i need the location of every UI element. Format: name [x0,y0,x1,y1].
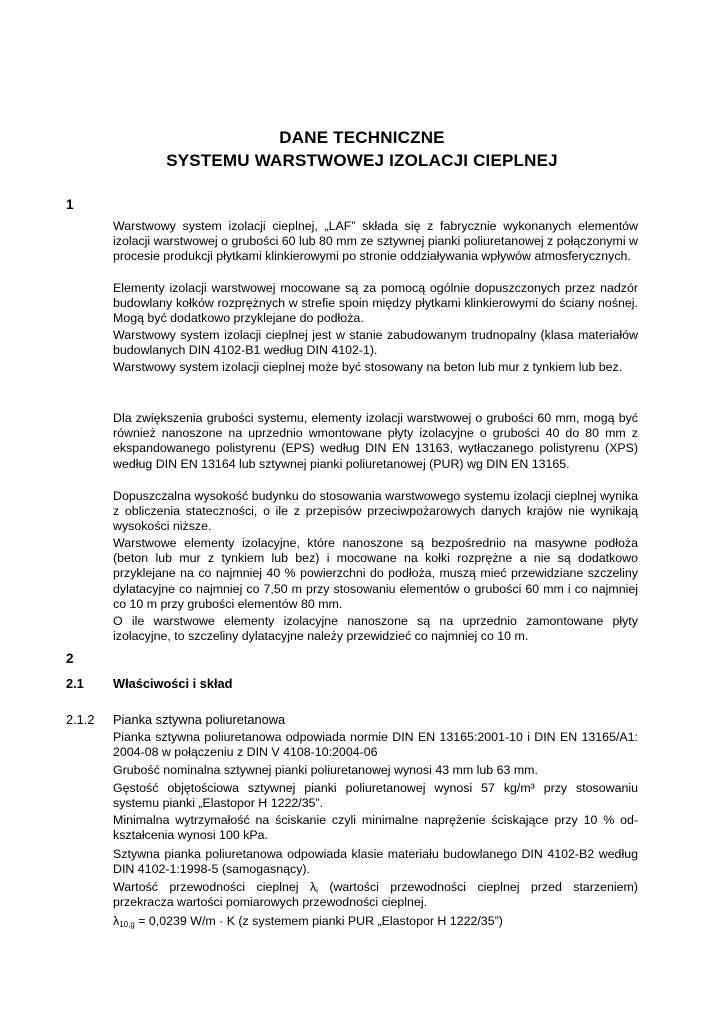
section-2-paragraph-4: Minimalna wytrzymałość na ściskanie czyli minimalne naprężenie ściskające przy 10 % od-kształcenia wynosi 100 kPa. [113,813,638,843]
section-1-number: 1 [66,197,74,212]
section-2-paragraph-1: Pianka sztywna poliuretanowa odpowiada normie DIN EN 13165:2001-10 i DIN EN 13165/A1: 2004-08 w połączeniu z DIN V 4108-10:2004-06 [113,730,638,760]
section-1-paragraph-7: Warstwowe elementy izolacyjne, które nanoszone są bezpośrednio na masywne podłoża (beton lub mur z tynkiem lub bez) i mocowane na kołki rozprężne a nie są dodatkowo przyklejane na co najmniej 40 % powierzchni do podłoża, muszą mieć przewidziane szczeliny dylatacyjne co najmniej co 7,50 m przy stosowaniu elementów o grubości 60 mm i co najmniej co 10 m przy grubości elementów 80 mm. [113,536,638,611]
section-2-1-2-title: Pianka sztywna poliuretanowa [113,712,286,727]
lambda-value: = 0,0239 W/m · K (z systemem pianki PUR „Elastopor H 1222/35”) [134,914,503,928]
section-1-paragraph-8: O ile warstwowe elementy izolacyjne nanoszone są na uprzednio zamontowane płyty izolacyjne, to szczeliny dylatacyjne należy przewidzieć co najmniej co 10 m. [113,614,638,644]
conductivity-subscript: i [316,886,318,895]
section-1-paragraph-6: Dopuszczalna wysokość budynku do stosowania warstwowego systemu izolacji cieplnej wynika z obliczenia stateczności, o ile z przepisów przeciwpożarowych danych krajów nie wynikają wysokości niższe. [113,489,638,534]
section-2-paragraph-3: Gęstość objętościowa sztywnej pianki poliuretanowej wynosi 57 kg/m³ przy stosowaniu systemu pianki „Elastopor H 1222/35”. [113,781,638,811]
lambda-symbol: λ [113,914,120,928]
section-2-1-title: Właściwości i skład [113,676,233,691]
section-2-paragraph-2: Grubość nominalna sztywnej pianki poliuretanowej wynosi 43 mm lub 63 mm. [113,763,538,777]
conductivity-continuation: przekracza wartości pomiarowych przewodności cieplnej. [113,895,428,910]
section-2-number: 2 [66,651,74,666]
section-1-paragraph-1: Warstwowy system izolacji cieplnej, „LAF” składa się z fabrycznie wykonanych elementów izolacji warstwowej o grubości 60 lub 80 mm ze sztywnej pianki poliuretanowej z połączonymi w procesie produkcji płytkami klinkierowymi po stronie oddziaływania wpływów atmosferycznych. [113,219,638,264]
section-2-paragraph-7 [113,914,638,929]
conductivity-prefix: Wartość przewodności cieplnej λ [113,880,317,894]
lambda-subscript: 10,g [119,920,135,929]
section-1-paragraph-2: Elementy izolacji warstwowej mocowane są za pomocą ogólnie dopuszczonych przez nadzór budowlany kołków rozprężnych w strefie spoin między płytkami klinkierowymi do ściany nośnej. Mogą być dodatkowo przyklejane do podłoża. [113,281,638,326]
document-title-line-1: DANE TECHNICZNE [279,128,445,147]
section-1-paragraph-5: Dla zwiększenia grubości systemu, elementy izolacji warstwowej o grubości 60 mm, mogą być również nanoszone na uprzednio wmontowane płyty izolacyjne o grubości 40 do 80 mm z ekspandowanego polistyrenu (EPS) według DIN EN 13163, wytłaczanego polistyrenu (XPS) według DIN EN 13164 lub sztywnej pianki poliuretanowej (PUR) wg DIN EN 13165. [113,411,638,471]
conductivity-suffix: (wartości przewodności cieplnej przed starzeniem) [317,880,639,894]
section-2-1-2-number: 2.1.2 [66,712,95,727]
document-title-line-2: SYSTEMU WARSTWOWEJ IZOLACJI CIEPLNEJ [166,151,558,170]
section-2-1-number: 2.1 [66,676,84,691]
section-1-paragraph-4: Warstwowy system izolacji cieplnej może być stosowany na beton lub mur z tynkiem lub bez. [113,360,623,374]
section-2-paragraph-6 [113,880,638,910]
section-1-paragraph-3: Warstwowy system izolacji cieplnej jest w stanie zabudowanym trudnopalny (klasa materiałów budowlanych DIN 4102-B1 według DIN 4102-1). [113,328,638,358]
section-2-paragraph-5: Sztywna pianka poliuretanowa odpowiada klasie materiału budowlanego DIN 4102-B2 według DIN 4102-1:1998-5 (samogasnący). [113,847,638,877]
